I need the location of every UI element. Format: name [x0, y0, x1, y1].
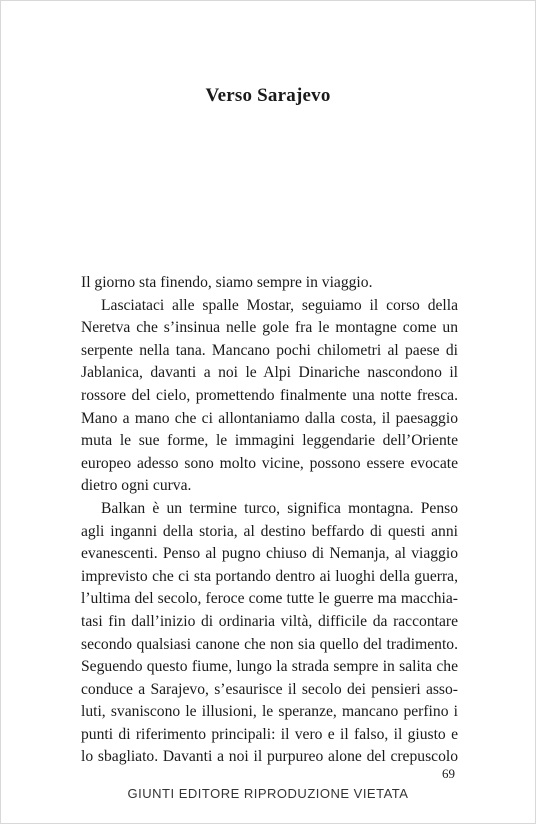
text-line: tasi fin dall’inizio di ordinaria viltà, difficile da raccontare [81, 612, 458, 630]
paragraph-3 [81, 498, 458, 769]
text-line: Neretva che s’insinua nelle gole fra le montagne come un [81, 319, 458, 337]
text-line: serpente nella tana. Mancano pochi chilometri al paese di [81, 341, 458, 359]
text-line: dietro ogni curva. [81, 477, 192, 495]
text-line: agli inganni della storia, al destino beffardo di questi anni [81, 522, 458, 540]
paragraph-2 [81, 295, 458, 498]
page-number: 69 [442, 766, 455, 781]
text-line: luti, svaniscono le illusioni, le speranze, mancano perfino i [81, 703, 458, 721]
text-line: Balkan è un termine turco, significa montagna. Penso [101, 499, 458, 517]
text-line: secondo qualsiasi canone che non sia quello del tradimento. [81, 635, 458, 653]
text-line: Il giorno sta finendo, siamo sempre in viaggio. [81, 274, 373, 291]
publisher-watermark: GIUNTI EDITORE RIPRODUZIONE VIETATA [127, 786, 409, 801]
text-line: lo sbagliato. Davanti a noi il purpureo alone del crepuscolo [81, 748, 458, 766]
text-line: evanescenti. Penso al pugno chiuso di Nemanja, al viaggio [81, 545, 458, 563]
text-line: imprevisto che ci sta portando dentro ai luoghi della guerra, [81, 567, 458, 585]
text-line: europeo adesso sono molto vicine, possono essere evocate [81, 454, 458, 472]
paragraph-1 [81, 272, 458, 295]
chapter-body [81, 272, 458, 769]
text-line: Jablanica, davanti a noi le Alpi Dinariche nascondono il [81, 364, 458, 382]
text-line: Mano a mano che ci allontaniamo dalla costa, il paesaggio [81, 409, 458, 427]
text-line: l’ultima del secolo, feroce come tutte le guerre ma macchia- [81, 590, 458, 608]
text-line: muta le sue forme, le immagini leggendarie dell’Oriente [81, 432, 458, 450]
text-line: rossore del cielo, promettendo finalmente una notte fresca. [81, 386, 458, 404]
text-line: conduce a Sarajevo, s’esaurisce il secolo dei pensieri asso- [81, 680, 458, 698]
text-line: punti di riferimento principali: il vero e il falso, il giusto e [81, 725, 458, 743]
text-line: Seguendo questo fiume, lungo la strada sempre in salita che [81, 658, 458, 676]
text-line: Lasciataci alle spalle Mostar, seguiamo il corso della [101, 296, 458, 314]
chapter-title: Verso Sarajevo [205, 85, 331, 106]
